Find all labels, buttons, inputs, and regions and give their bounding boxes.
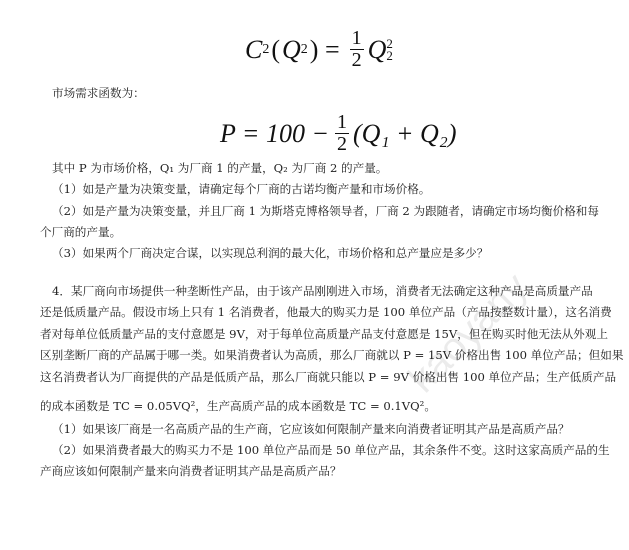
watermark: kaoyany <box>400 264 537 402</box>
text-line: 个厂商的产量。 <box>40 225 122 239</box>
eq2-rhs: (Q₁ + Q₂) <box>353 118 457 148</box>
text-line: 产商应该如何限制产量来向消费者证明其产品是高质产品？ <box>40 464 342 478</box>
text-line: 者对每单位低质量产品的支付意愿是 9V，对于每单位高质量产品支付意愿是 15V，但在购买时他无法从外观上 <box>40 327 608 341</box>
eq1-den: 2 <box>351 49 362 71</box>
text-line: （1）如果该厂商是一名高质产品的生产商，它应该如何限制产量来向消费者证明其产品是高质产品？ <box>52 422 570 436</box>
text-line: 这名消费者认为厂商提供的产品是低质产品，那么厂商就只能以 P = 9V 价格出售 100 单位产品；生产低质产品 <box>40 370 617 384</box>
text-line: （1）如是产量为决策变量，请确定每个厂商的古诺均衡产量和市场价格。 <box>52 182 431 196</box>
eq1-arg: Q <box>282 34 301 64</box>
eq1-c: C <box>245 34 263 64</box>
text-line: 区别垄断厂商的产品属于哪一类。如果消费者认为高质，那么厂商就以 P = 15V 价格出售 100 单位产品；但如果 <box>40 348 624 362</box>
eq1-argsub: 2 <box>300 41 308 57</box>
eq2-lhs: P = 100 − <box>220 118 330 148</box>
equation-cost-function: C 2 ( Q 2 ) = $\frac{1}{2}$ Q 2 2 <box>245 27 393 71</box>
eq2-fraction <box>335 112 349 155</box>
eq2-den: 2 <box>337 133 348 155</box>
text-line: （2）如果消费者最大的购买力不是 100 单位产品而是 50 单位产品，其余条件不变。这时这家高质产品的生 <box>52 443 610 457</box>
eq1-rhssub: 2 <box>386 47 393 63</box>
text-line: 其中 P 为市场价格，Q₁ 为厂商 1 的产量，Q₂ 为厂商 2 的产量。 <box>52 161 388 175</box>
eq1-sup: 2 <box>386 35 393 51</box>
text-line: 还是低质量产品。假设市场上只有 1 名消费者，他最大的购买力是 100 单位产品（产品按整数计量），这名消费 <box>40 305 612 319</box>
eq1-fraction <box>350 28 364 71</box>
text-line: （3）如果两个厂商决定合谋，以实现总利润的最大化，市场价格和总产量应是多少？ <box>52 246 489 260</box>
text-line: （2）如是产量为决策变量，并且厂商 1 为斯塔克博格领导者，厂商 2 为跟随者，请确定市场均衡价格和每 <box>52 204 599 218</box>
demand-label: 市场需求函数为： <box>52 86 145 100</box>
text-line: 的成本函数是 TC = 0.05VQ²，生产高质产品的成本函数是 TC = 0.1VQ²。 <box>40 399 436 413</box>
eq1-rhs: Q <box>367 34 387 64</box>
eq1-sub: 2 <box>262 41 270 57</box>
text-line: 4．某厂商向市场提供一种垄断性产品，由于该产品刚刚进入市场，消费者无法确定这种产品是高质量产品 <box>52 284 593 298</box>
eq1-num: 1 <box>351 27 362 49</box>
equation-demand <box>220 112 457 155</box>
eq2-num: 1 <box>337 111 348 133</box>
